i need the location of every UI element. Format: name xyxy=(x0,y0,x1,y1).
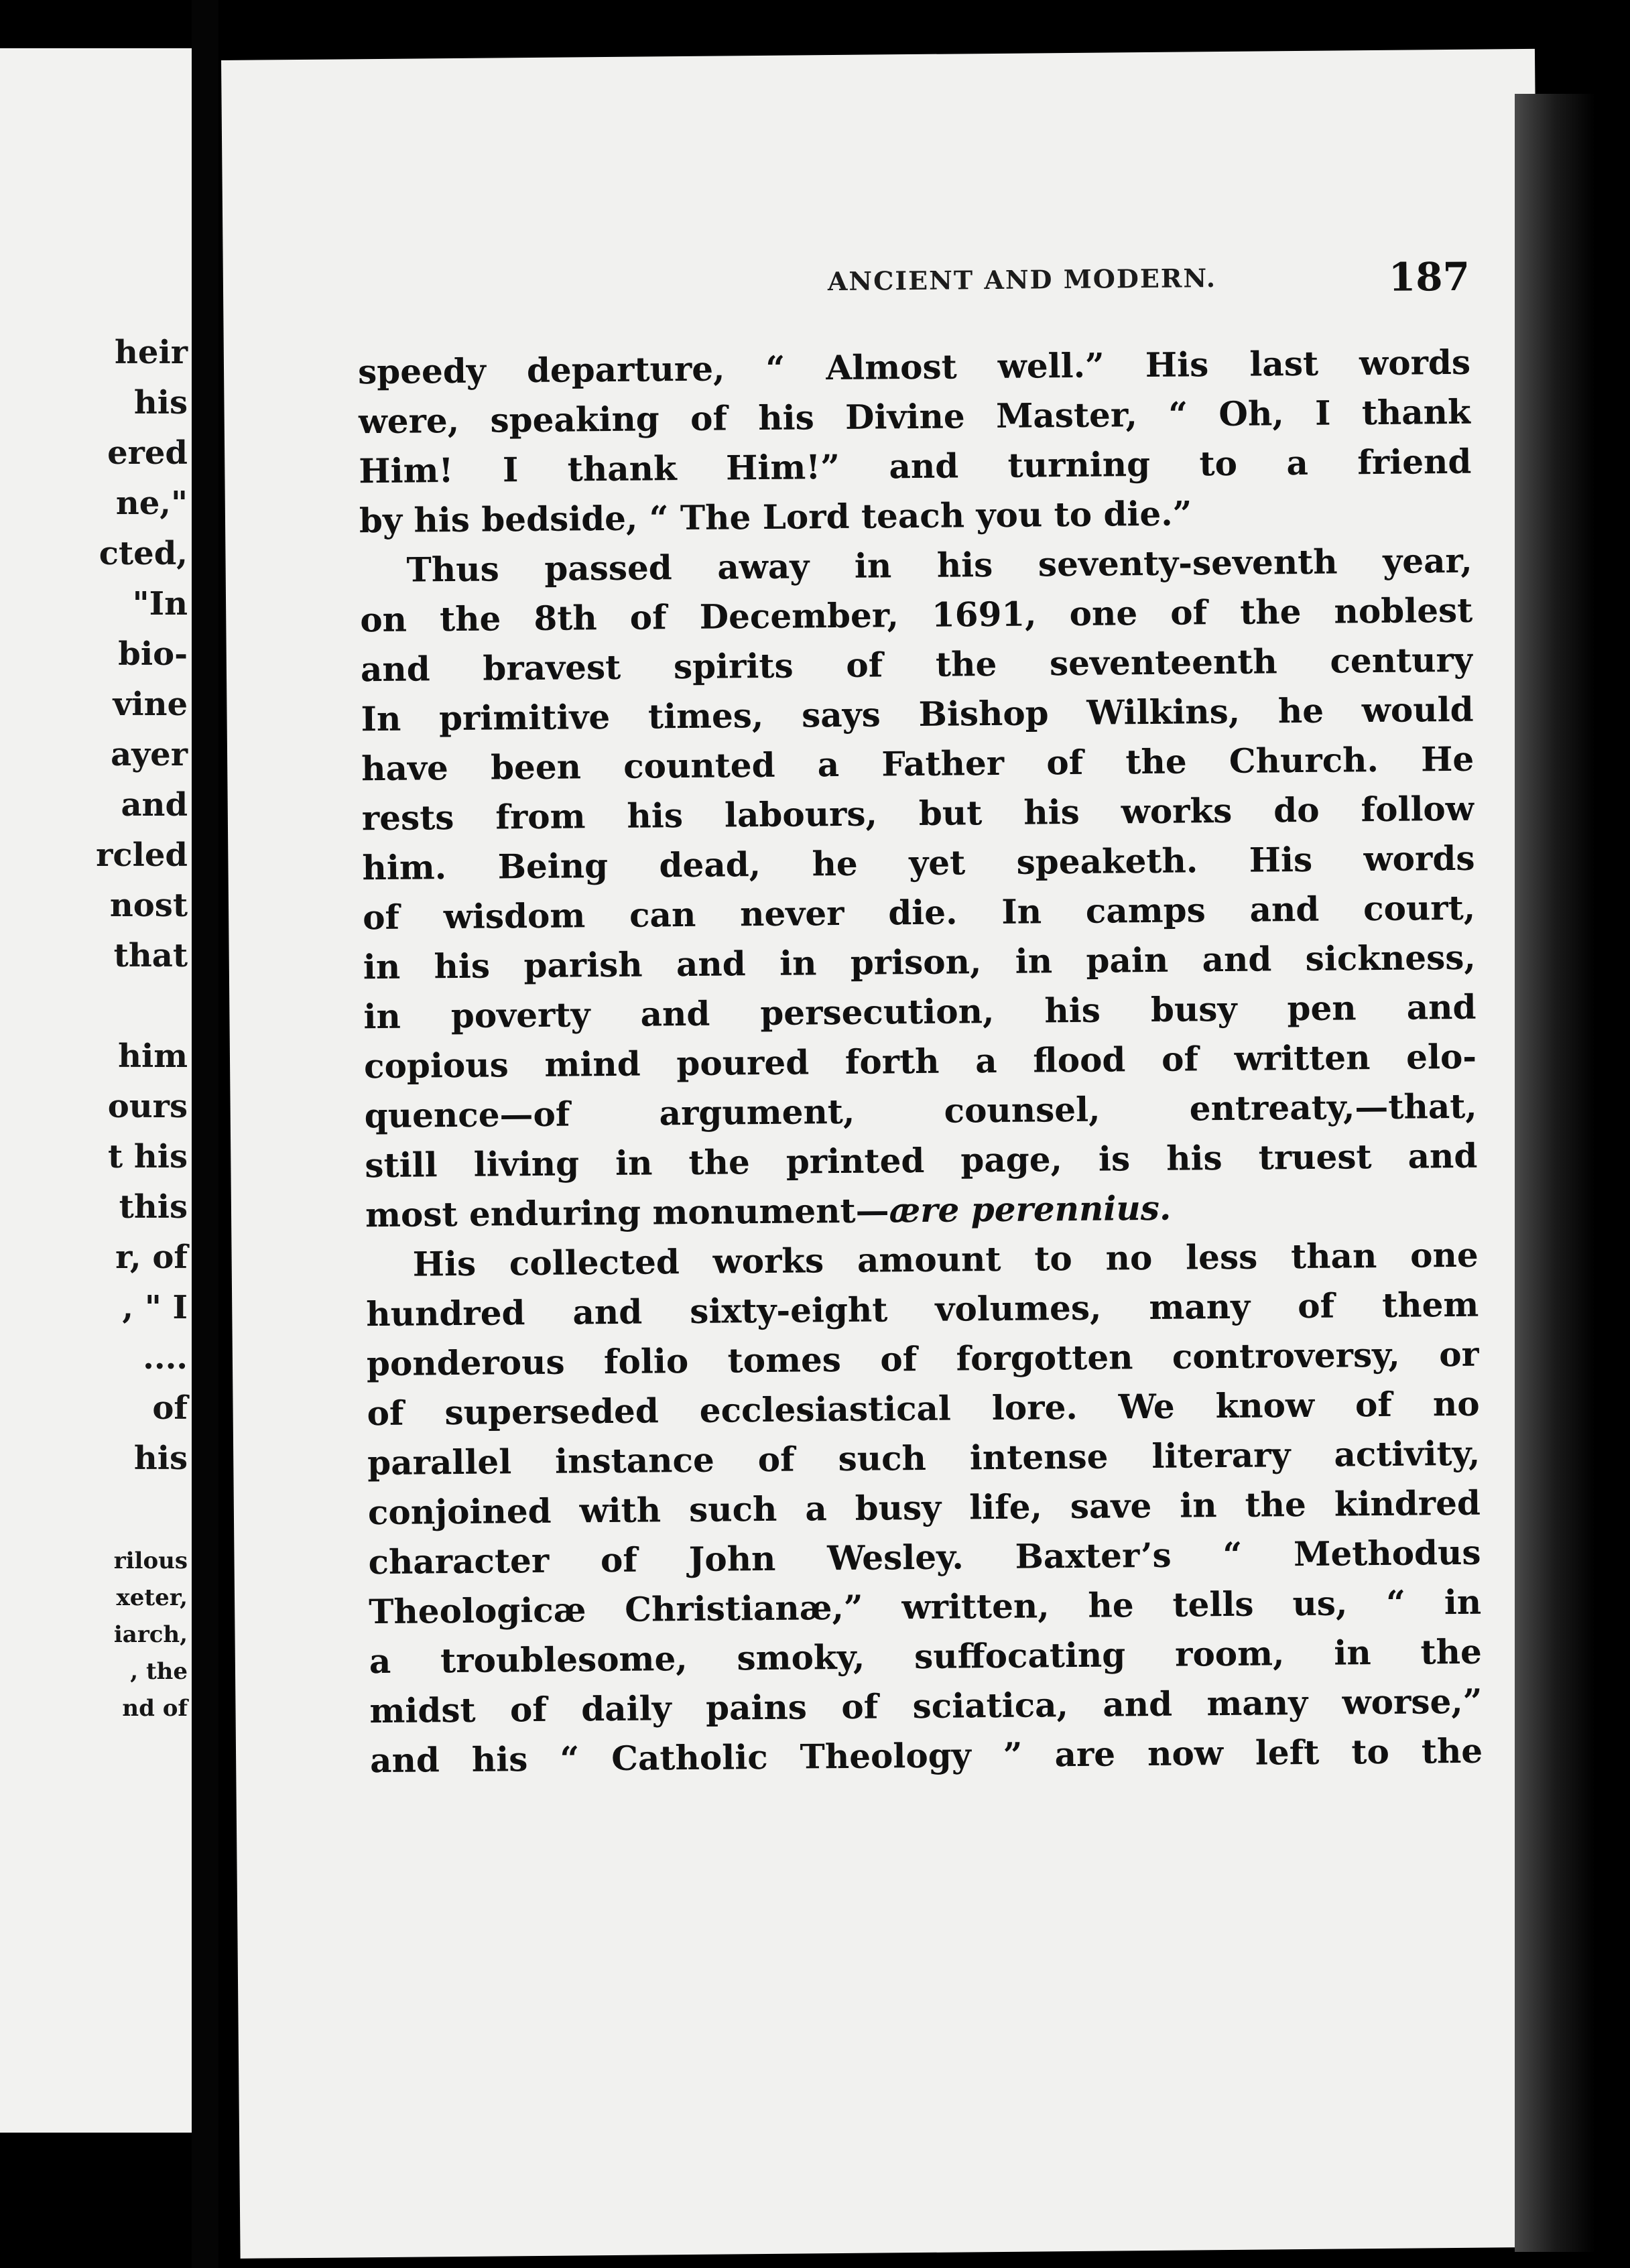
left-fragment: "In xyxy=(132,585,188,623)
page-edge-shadow xyxy=(1515,94,1630,2252)
left-fragment: nost xyxy=(109,887,188,924)
left-fragment: ne," xyxy=(115,485,188,522)
left-fragment: this xyxy=(119,1188,188,1226)
left-fragment: that xyxy=(113,937,188,974)
left-fragment: him xyxy=(118,1037,188,1075)
left-fragment: , " I xyxy=(122,1289,188,1326)
text-line: a troublesome, smoky, suffocating room, in the xyxy=(369,1631,1483,1682)
text-line: Him! I thank Him!” and turning to a friend xyxy=(359,441,1472,491)
text-line: character of John Wesley. Baxter’s “ Methodus xyxy=(368,1532,1481,1582)
text-line: hundred and sixty-eight volumes, many of them xyxy=(366,1284,1479,1334)
text-line: have been counted a Father of the Church. He xyxy=(361,739,1475,789)
book-spine-gap xyxy=(192,0,218,2268)
left-fragment: heir xyxy=(115,334,188,371)
page-number: 187 xyxy=(1388,253,1470,300)
left-fragment: ayer xyxy=(111,736,188,773)
left-footnote-fragment: xeter, xyxy=(116,1584,188,1611)
text-line: him. Being dead, he yet speaketh. His words xyxy=(362,838,1475,888)
text-line: and bravest spirits of the seventeenth century xyxy=(360,639,1474,690)
text-line: of wisdom can never die. In camps and court, xyxy=(362,887,1476,938)
text-line: in his parish and in prison, in pain and sickness, xyxy=(363,937,1477,987)
text-line: speedy departure, “ Almost well.” His last words xyxy=(357,342,1471,392)
text-line: were, speaking of his Divine Master, “ Oh, I thank xyxy=(358,391,1471,442)
text-line: in poverty and persecution, his busy pen and xyxy=(363,987,1477,1037)
left-fragment: vine xyxy=(113,686,188,723)
left-footnote-fragment: rilous xyxy=(113,1548,188,1574)
text-line: still living in the printed page, is his truest and xyxy=(365,1135,1478,1186)
text-line: by his bedside, “ The Lord teach you to die.” xyxy=(359,493,1192,541)
text-line: on the 8th of December, 1691, one of the noblest xyxy=(360,590,1473,640)
text-line: ponderous folio tomes of forgotten controversy, or xyxy=(366,1334,1480,1384)
text-line-start: most enduring monument— xyxy=(365,1190,889,1235)
left-fragment: of xyxy=(152,1389,188,1427)
left-footnote-fragment: nd of xyxy=(122,1695,188,1722)
left-fragment: ours xyxy=(107,1088,188,1125)
right-page xyxy=(221,49,1554,2259)
text-line: rests from his labours, but his works do follow xyxy=(361,788,1475,838)
text-line: and his “ Catholic Theology ” are now left to the xyxy=(369,1730,1483,1781)
body-text xyxy=(358,338,1487,2210)
text-line: In primitive times, says Bishop Wilkins, he would xyxy=(361,689,1474,739)
left-fragment: his xyxy=(133,1440,188,1477)
text-line: Thus passed away in his seventy-seventh year, xyxy=(406,540,1472,590)
left-fragment: r, of xyxy=(115,1239,188,1276)
left-fragment: .... xyxy=(143,1339,188,1377)
text-line: parallel instance of such intense literary activity, xyxy=(367,1433,1481,1483)
left-fragment: cted, xyxy=(99,535,188,572)
text-line: of superseded ecclesiastical lore. We know of no xyxy=(367,1383,1480,1434)
text-line: quence—of argument, counsel, entreaty,—that, xyxy=(364,1086,1477,1136)
left-fragment: bio- xyxy=(118,635,188,673)
left-fragment: his xyxy=(133,384,188,422)
left-fragment: t his xyxy=(107,1138,188,1176)
text-line: midst of daily pains of sciatica, and many worse,” xyxy=(369,1681,1483,1731)
latin-phrase: ære perennius. xyxy=(889,1188,1172,1231)
left-footnote-fragment: , the xyxy=(130,1658,188,1685)
running-head xyxy=(371,253,1484,324)
text-line: copious mind poured forth a flood of written elo- xyxy=(363,1036,1477,1086)
left-page xyxy=(0,48,192,2133)
text-line: His collected works amount to no less than one xyxy=(412,1235,1479,1284)
running-title: ANCIENT AND MODERN. xyxy=(827,263,1217,297)
left-fragment: and xyxy=(121,786,188,824)
left-fragment: rcled xyxy=(96,836,188,874)
left-footnote-fragment: iarch, xyxy=(113,1621,188,1648)
left-fragment: ered xyxy=(107,434,188,472)
text-line: conjoined with such a busy life, save in the kindred xyxy=(367,1483,1481,1533)
text-line: Theologicæ Christianæ,” written, he tells us, “ in xyxy=(368,1582,1482,1632)
